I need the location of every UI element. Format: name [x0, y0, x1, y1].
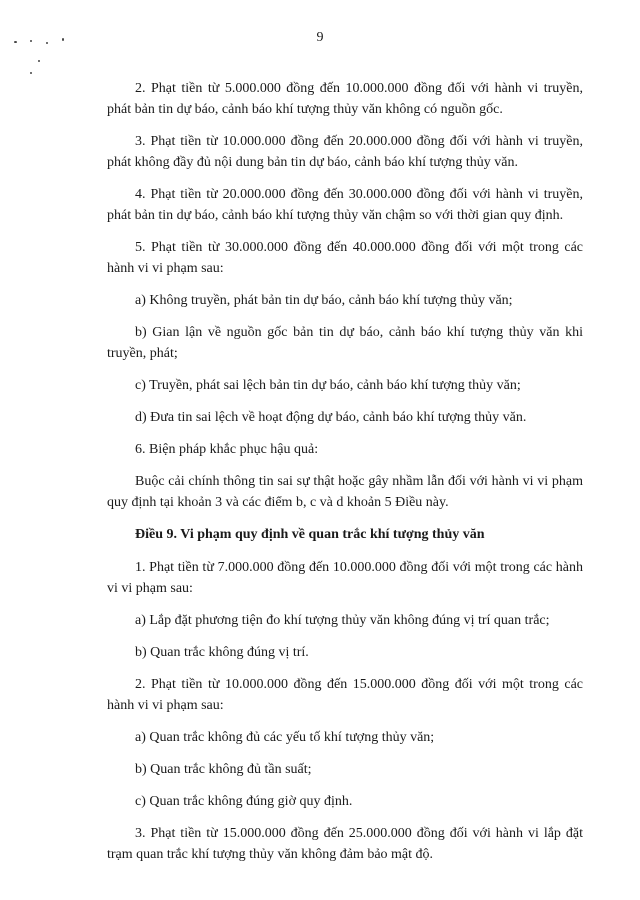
paragraph: 5. Phạt tiền từ 30.000.000 đồng đến 40.000.000 đồng đối với một trong các hành vi vi phạm sau:: [107, 240, 583, 276]
paragraph: 2. Phạt tiền từ 5.000.000 đồng đến 10.000.000 đồng đối với hành vi truyền, phát bản tin dự báo, cảnh báo khí tượng thủy văn không có nguồn gốc.: [107, 81, 583, 117]
paragraph: 1. Phạt tiền từ 7.000.000 đồng đến 10.000.000 đồng đối với một trong các hành vi vi phạm sau:: [107, 560, 583, 596]
paragraph: 6. Biện pháp khắc phục hậu quả:: [135, 442, 319, 457]
paragraph: 2. Phạt tiền từ 10.000.000 đồng đến 15.000.000 đồng đối với một trong các hành vi vi phạm sau:: [107, 677, 583, 713]
list-item: a) Quan trắc không đủ các yếu tố khí tượng thủy văn;: [135, 730, 435, 745]
list-item: b) Quan trắc không đủ tần suất;: [135, 762, 312, 777]
article-heading: Điều 9. Vi phạm quy định về quan trắc khí tượng thủy văn: [135, 527, 485, 542]
document-body: [107, 78, 583, 876]
list-item: d) Đưa tin sai lệch về hoạt động dự báo, cảnh báo khí tượng thủy văn.: [135, 410, 527, 425]
list-item: b) Quan trắc không đúng vị trí.: [135, 645, 309, 660]
paragraph: 4. Phạt tiền từ 20.000.000 đồng đến 30.000.000 đồng đối với hành vi truyền, phát bản tin dự báo, cảnh báo khí tượng thủy văn chậm so với thời gian quy định.: [107, 187, 583, 223]
scan-speck: [30, 72, 32, 74]
list-item: c) Truyền, phát sai lệch bản tin dự báo, cảnh báo khí tượng thủy văn;: [135, 378, 521, 393]
scan-speck: [38, 60, 40, 62]
list-item: c) Quan trắc không đúng giờ quy định.: [135, 794, 353, 809]
paragraph: 3. Phạt tiền từ 10.000.000 đồng đến 20.000.000 đồng đối với hành vi truyền, phát không đầy đủ nội dung bản tin dự báo, cảnh báo khí tượng thủy văn.: [107, 134, 583, 170]
list-item: a) Không truyền, phát bản tin dự báo, cảnh báo khí tượng thủy văn;: [135, 293, 513, 308]
paragraph: 3. Phạt tiền từ 15.000.000 đồng đến 25.000.000 đồng đối với hành vi lắp đặt trạm quan trắc khí tượng thủy văn không đảm bảo mật độ.: [107, 826, 583, 862]
paragraph: Buộc cải chính thông tin sai sự thật hoặc gây nhầm lẫn đối với hành vi vi phạm quy định tại khoản 3 và các điểm b, c và d khoản 5 Điều này.: [107, 474, 583, 510]
list-item: a) Lắp đặt phương tiện đo khí tượng thủy văn không đúng vị trí quan trắc;: [135, 613, 550, 628]
list-item: b) Gian lận về nguồn gốc bản tin dự báo, cảnh báo khí tượng thủy văn khi truyền, phát;: [107, 325, 583, 361]
page-number: 9: [316, 30, 324, 45]
